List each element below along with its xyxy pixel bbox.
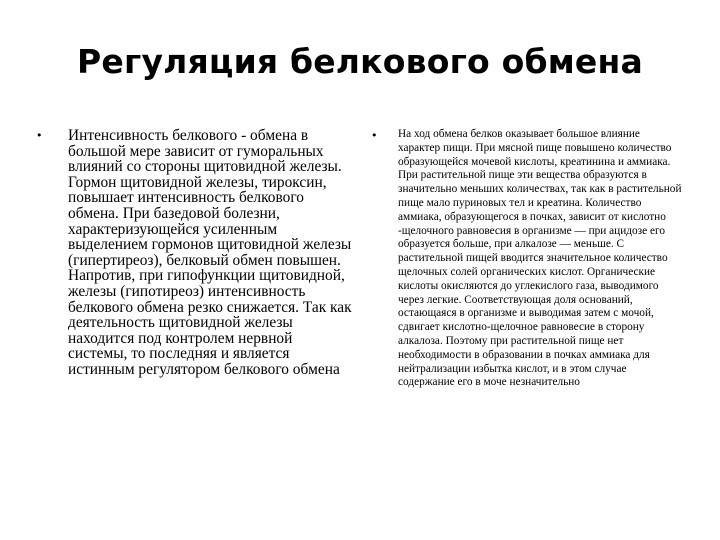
left-bullet-text: Интенсивность белкового - обмена в большой мере зависит от гуморальных влияний со стороны щитовидной железы. Гормон щитовидной железы, тироксин, повышает интенсивность белкового обмена. При базедовой болезни, характеризующейся усиленным выделением гормонов щитовидной железы (гипертиреоз), белковый обмен повышен. Напротив, при гипофункции щитовидной, железы (гипотиреоз) интенсивность белкового обмена резко снижается. Так как деятельность щитовидной железы находится под контролем нервной системы, то последняя и является истинным регулятором белкового обмена — [68, 127, 352, 378]
bullet-marker-right: • — [371, 129, 378, 142]
slide-title: Регуляция белкового обмена — [77, 42, 643, 81]
bullet-marker-left: • — [36, 129, 43, 142]
right-bullet-text: На ход обмена белков оказывает большое влияние характер пищи. При мясной пище повышено количество образующейся мочевой кислоты, креатинина и аммиака. При растительной пище эти вещества образуются в значительно меньших количествах, так как в растительной пище мало пуриновых тел и креатина. Количество аммиака, образующегося в почках, зависит от кислотно -щелочного равновесия в организме — при ацидозе его образуется больше, при алкалозе — меньше. С растительной пищей вводится значительное количество щелочных солей органических кислот. Органические кислоты окисляются до углекислого газа, выводимого через легкие. Соответствующая доля оснований, остающаяся в организме и выводимая затем с мочой, сдвигает кислотно-щелочное равновесие в сторону алкалоза. Поэтому при растительной пище нет необходимости в образовании в почках аммиака для нейтрализации избытка кислот, и в этом случае содержание его в моче незначительно — [398, 128, 682, 389]
